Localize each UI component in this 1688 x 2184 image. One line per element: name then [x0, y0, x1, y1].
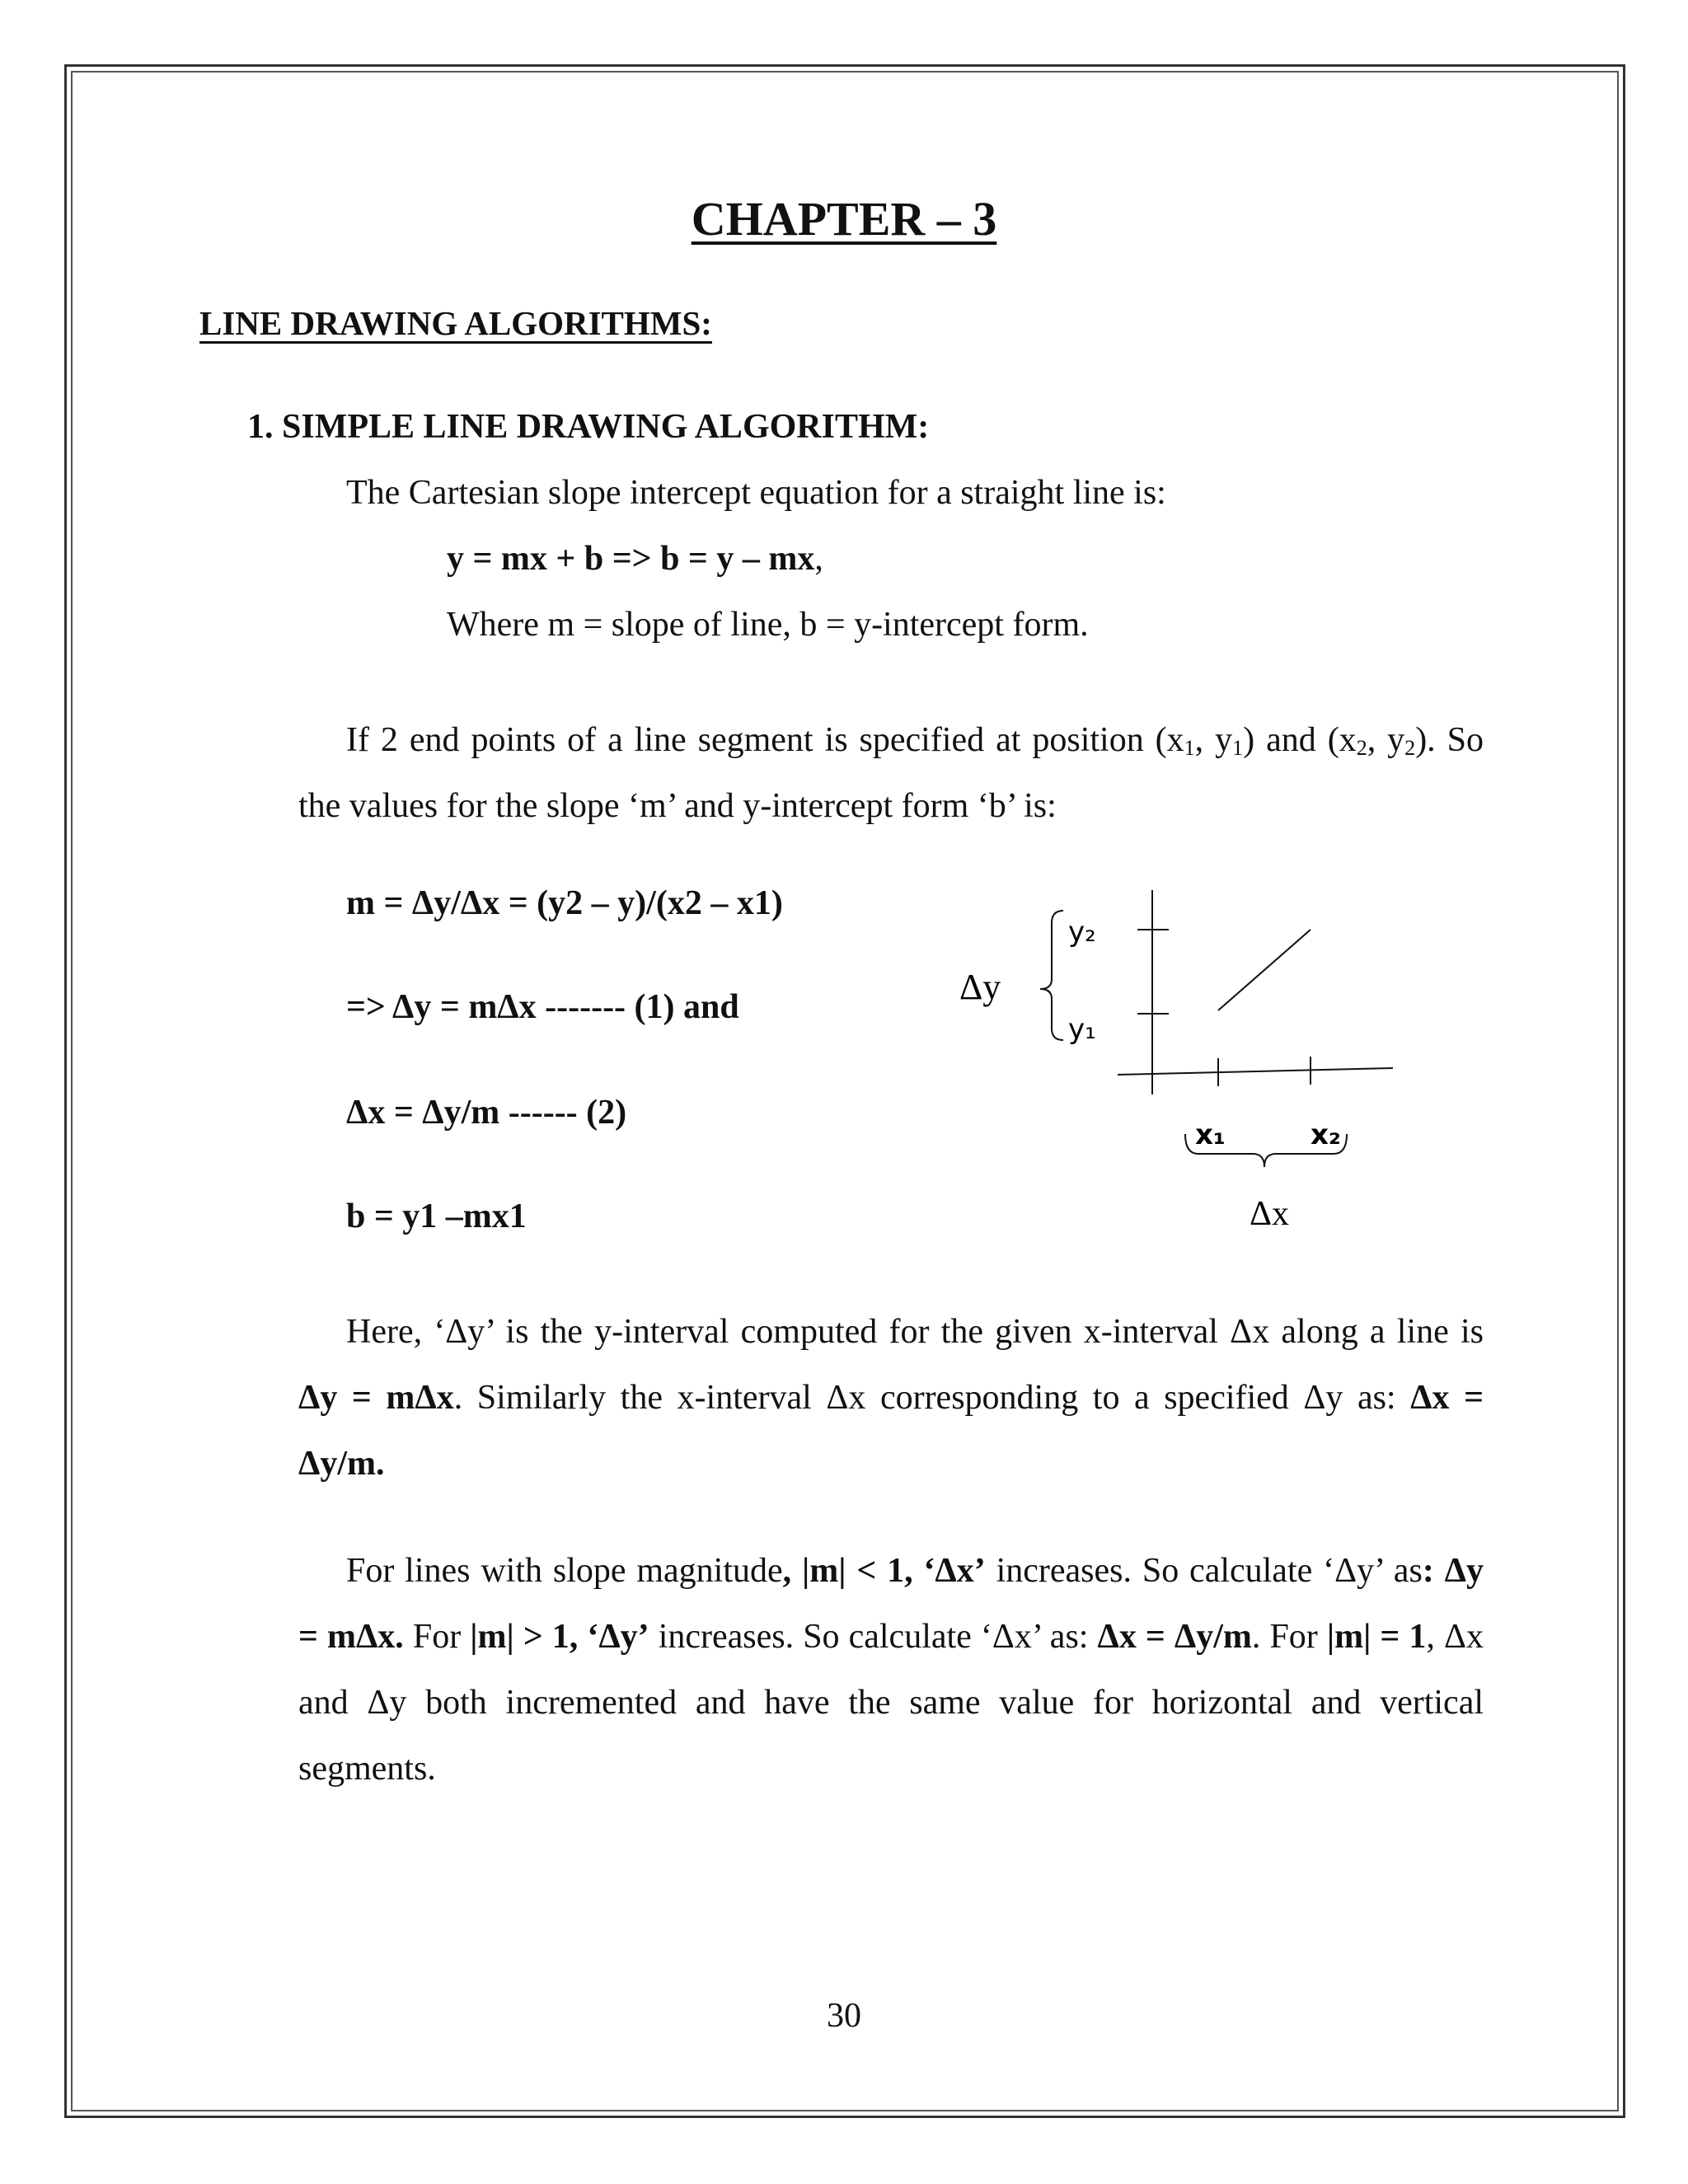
where-line: Where m = slope of line, b = y-intercept form.	[447, 606, 1089, 644]
chapter-title: CHAPTER – 3	[691, 192, 997, 246]
para3-t3: For	[403, 1618, 471, 1656]
diagram-y1-label: y₁	[1068, 1013, 1096, 1046]
diagram-y2-label: y₂	[1068, 916, 1096, 949]
equation-comma: ,	[814, 540, 823, 578]
para1-part3: ) and (x	[1243, 721, 1357, 759]
para1-part5: ). So the values for the slope ‘m’ and y-intercept form ‘b’ is:	[298, 721, 1484, 825]
intro-line: The Cartesian slope intercept equation for a straight line is:	[346, 474, 1166, 512]
paragraph-interval	[298, 1299, 1484, 1497]
line-segment	[1218, 930, 1311, 1010]
para3-b1: , |m| < 1, ‘Δx’	[782, 1552, 986, 1590]
dy-brace	[1040, 911, 1063, 1040]
equation-main-text: y = mx + b => b = y – mx	[447, 540, 815, 578]
paragraph-endpoints	[298, 707, 1484, 839]
para2-t1: Here, ‘Δy’ is the y-interval computed for the given x-interval Δx along a line is	[346, 1313, 1484, 1351]
para2-b1: Δy = mΔx	[298, 1379, 454, 1417]
para3-t2: increases. So calculate ‘Δy’ as	[985, 1552, 1423, 1590]
page-number: 30	[827, 1997, 861, 2035]
equation-main	[447, 539, 823, 579]
line-diagram	[948, 874, 1409, 1244]
para3-b4: Δx = Δy/m	[1097, 1618, 1252, 1656]
para2-b2: Δx = Δy/m.	[298, 1379, 1484, 1483]
subsection-title: 1. SIMPLE LINE DRAWING ALGORITHM:	[247, 408, 930, 446]
formula-dx: Δx = Δy/m ------ (2)	[346, 1094, 627, 1132]
para3-t1: For lines with slope magnitude	[346, 1552, 783, 1590]
diagram-x2-label: x₂	[1311, 1118, 1341, 1151]
para3-b2: : Δy = mΔx.	[298, 1552, 1484, 1656]
formula-intercept: b = y1 –mx1	[346, 1197, 527, 1235]
para1-part2: , y	[1194, 721, 1233, 759]
diagram-dx-label: Δx	[1250, 1195, 1290, 1233]
diagram-x1-label: x₁	[1195, 1118, 1226, 1151]
para1-sub1: 1	[1184, 736, 1195, 761]
formula-slope: m = Δy/Δx = (y2 – y)/(x2 – x1)	[346, 884, 783, 922]
para2-t2: . Similarly the x-interval Δx corresponding to a specified Δy as:	[453, 1379, 1411, 1417]
para3-t5: . For	[1251, 1618, 1327, 1656]
para1-part1: If 2 end points of a line segment is specified at position (x	[346, 721, 1184, 759]
para3-b5: |m| = 1	[1326, 1618, 1427, 1656]
para1-part4: , y	[1367, 721, 1405, 759]
diagram-dy-label: Δy	[959, 967, 1001, 1007]
para1-sub2: 1	[1232, 736, 1244, 761]
para3-b3: |m| > 1, ‘Δy’	[470, 1618, 649, 1656]
para1-sub3: 2	[1356, 736, 1367, 761]
section-title: LINE DRAWING ALGORITHMS:	[199, 304, 712, 342]
paragraph-slope-magnitude	[298, 1538, 1484, 1802]
para3-t6: , Δx and Δy both incremented and have the same value for horizontal and vertical segments.	[298, 1618, 1484, 1788]
x-axis	[1118, 1068, 1393, 1075]
para1-sub4: 2	[1404, 736, 1416, 761]
para3-t4: increases. So calculate ‘Δx’ as:	[649, 1618, 1098, 1656]
formula-dy: => Δy = mΔx ------- (1) and	[346, 988, 739, 1026]
